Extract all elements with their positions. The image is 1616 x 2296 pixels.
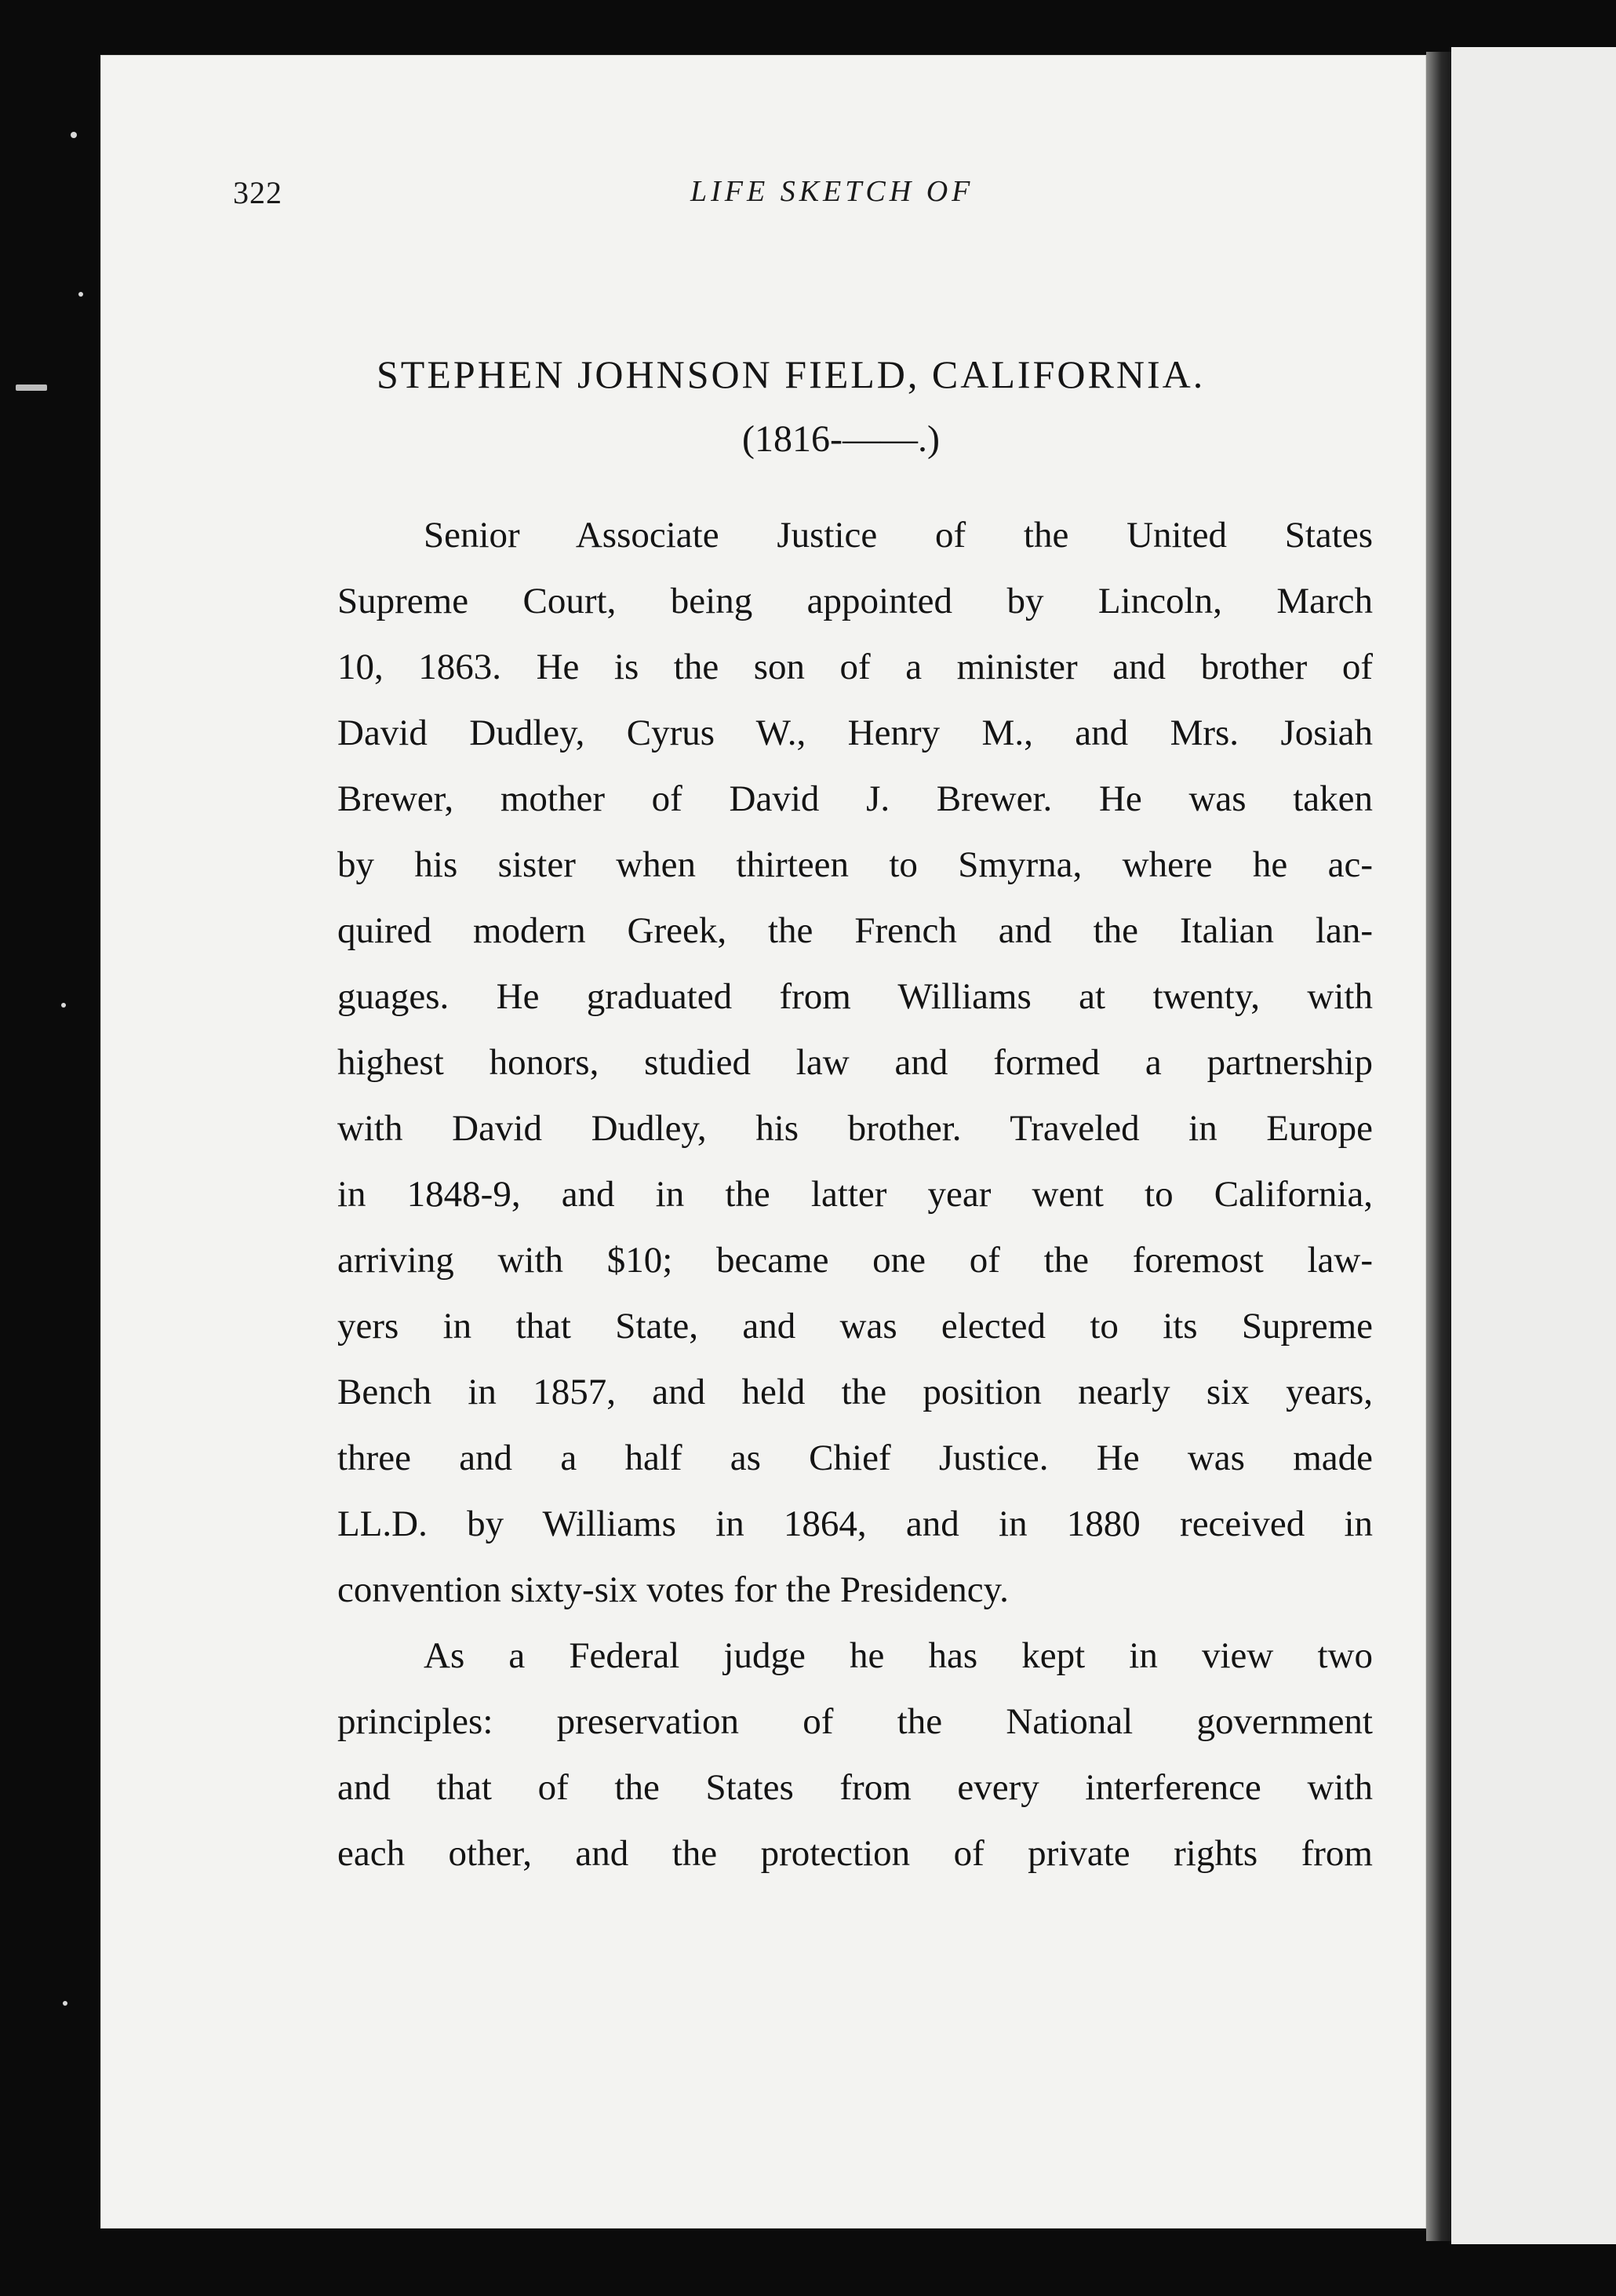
text-line: quired modern Greek, the French and the Italian lan- [337, 910, 1373, 951]
scan-speck [78, 292, 83, 297]
text-line: and that of the States from every interference with [337, 1767, 1373, 1808]
text-line: by his sister when thirteen to Smyrna, where he ac- [337, 844, 1373, 885]
scan-speck [61, 1003, 66, 1008]
text-line: in 1848-9, and in the latter year went to California, [337, 1174, 1373, 1215]
text-line: Senior Associate Justice of the United States [424, 515, 1373, 556]
adjacent-page-edge [1451, 47, 1616, 2244]
text-line: 10, 1863. He is the son of a minister and brother of [337, 647, 1373, 687]
book-gutter [1426, 52, 1451, 2241]
body-text [337, 502, 1373, 1886]
text-line: Supreme Court, being appointed by Lincoln, March [337, 581, 1373, 621]
text-line: yers in that State, and was elected to its Supreme [337, 1306, 1373, 1347]
text-line: As a Federal judge he has kept in view two [424, 1635, 1373, 1676]
life-dates: (1816-——.) [742, 418, 940, 460]
text-line: arriving with $10; became one of the foremost law- [337, 1240, 1373, 1281]
section-title: STEPHEN JOHNSON FIELD, CALIFORNIA. [377, 352, 1206, 396]
text-line: guages. He graduated from Williams at twenty, with [337, 976, 1373, 1017]
text-line: three and a half as Chief Justice. He was made [337, 1438, 1373, 1478]
text-line: LL.D. by Williams in 1864, and in 1880 received in [337, 1503, 1373, 1544]
text-line: each other, and the protection of private rights from [337, 1833, 1373, 1874]
running-head [0, 174, 1616, 221]
text-line: Bench in 1857, and held the position nearly six years, [337, 1372, 1373, 1412]
scan-speck [71, 132, 77, 138]
scan-speck [63, 2001, 67, 2006]
text-line: Brewer, mother of David J. Brewer. He was taken [337, 778, 1373, 819]
page-number: 322 [233, 175, 282, 210]
text-line: with David Dudley, his brother. Traveled in Europe [337, 1108, 1373, 1149]
running-title: LIFE SKETCH OF [690, 175, 974, 208]
text-line: highest honors, studied law and formed a partnership [337, 1042, 1373, 1083]
scan-speck [16, 384, 47, 391]
text-line: David Dudley, Cyrus W., Henry M., and Mrs. Josiah [337, 712, 1373, 753]
text-line: principles: preservation of the National government [337, 1701, 1373, 1742]
text-line: convention sixty-six votes for the Presidency. [337, 1569, 1009, 1610]
